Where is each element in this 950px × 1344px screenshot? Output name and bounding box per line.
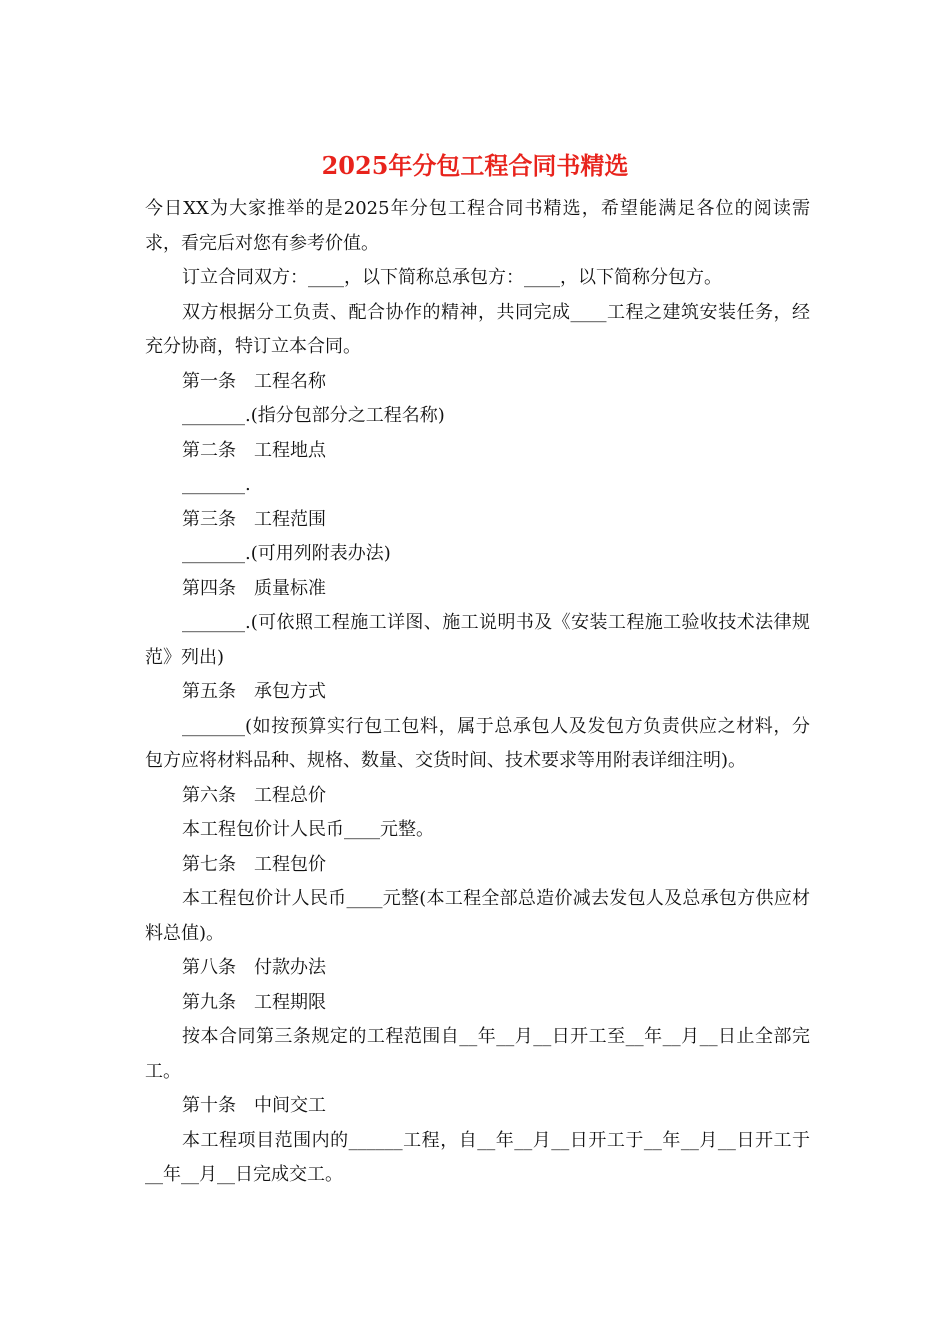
document-paragraph: 第一条 工程名称 — [182, 370, 326, 392]
document-paragraph: 第四条 质量标准 — [182, 577, 326, 599]
document-paragraph: 第九条 工程期限 — [182, 991, 326, 1013]
document-paragraph: 订立合同双方：____，以下简称总承包方：____，以下简称分包方。 — [182, 267, 722, 288]
document-paragraph: _______.(可用列附表办法) — [182, 543, 391, 564]
document-paragraph: 双方根据分工负责、配合协作的精神，共同完成____工程之建筑安装任务，经充分协商，特订立本合同。 — [145, 301, 810, 357]
document-paragraph: 第五条 承包方式 — [182, 681, 326, 702]
document-paragraph: 本工程包价计人民币____元整。 — [182, 819, 434, 840]
document-paragraph: 第二条 工程地点 — [182, 439, 326, 461]
document-paragraph: _______.(可依照工程施工详图、施工说明书及《安装工程施工验收技术法律规范》列出) — [145, 612, 810, 668]
document-paragraph: 本工程项目范围内的______工程，自__年__月__日开工于__年__月__日开工于__年__月__日完成交工。 — [145, 1129, 810, 1185]
document-paragraph: 第六条 工程总价 — [182, 784, 326, 806]
document-paragraph: 第十条 中间交工 — [182, 1095, 326, 1116]
document-body — [145, 192, 810, 1193]
document-title: 2025年分包工程合同书精选 — [321, 151, 629, 180]
document-paragraph: 本工程包价计人民币____元整(本工程全部总造价减去发包人及总承包方供应材料总值)。 — [145, 888, 810, 944]
document-paragraph: 按本合同第三条规定的工程范围自__年__月__日开工至__年__月__日止全部完工。 — [145, 1026, 810, 1082]
document-paragraph: _______(如按预算实行包工包料，属于总承包人及发包方负责供应之材料，分包方应将材料品种、规格、数量、交货时间、技术要求等用附表详细注明)。 — [145, 715, 810, 771]
document-paragraph: 今日XX为大家推举的是2025年分包工程合同书精选，希望能满足各位的阅读需求，看完后对您有参考价值。 — [145, 198, 810, 254]
document-paragraph: 第三条 工程范围 — [182, 508, 326, 530]
document-paragraph: _______. — [182, 474, 251, 495]
document-paragraph: _______.(指分包部分之工程名称) — [182, 405, 445, 426]
document-paragraph: 第七条 工程包价 — [182, 853, 326, 875]
document-paragraph: 第八条 付款办法 — [182, 957, 326, 978]
